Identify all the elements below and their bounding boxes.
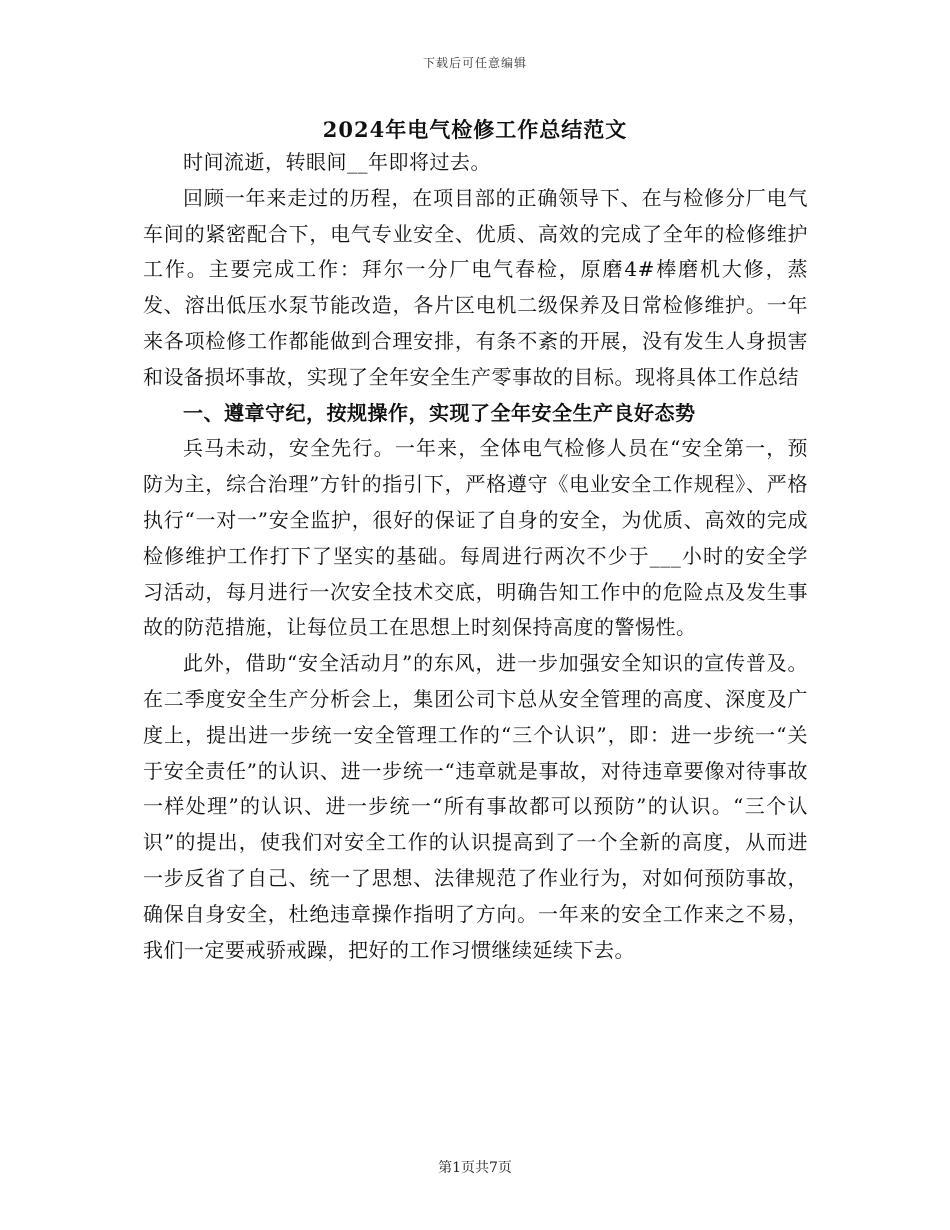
document-body — [143, 145, 808, 968]
header-note: 下载后可任意编辑 — [422, 56, 527, 70]
paragraph-safety-month: 此外，借助“安全活动月”的东风，进一步加强安全知识的宣传普及。在二季度安全生产分析会上，集团公司卞总从安全管理的高度、深度及广度上，提出进一步统一安全管理工作的“三个认识”，即：进一步统一“关于安全责任”的认识、进一步统一“违章就是事故，对待违章要像对待事故一样处理”的认识、进一步统一“所有事故都可以预防”的认识。“三个认识”的提出，使我们对安全工作的认识提高到了一个全新的高度，从而进一步反省了自己、统一了思想、法律规范了作业行为，对如何预防事故，确保自身安全，杜绝违章操作指明了方向。一年来的安全工作来之不易，我们一定要戒骄戒躁，把好的工作习惯继续延续下去。 — [143, 651, 808, 962]
paragraph-safety: 兵马未动，安全先行。一年来，全体电气检修人员在“安全第一，预防为主，综合治理”方针的指引下，严格遵守《电业安全工作规程》、严格执行“一对一”安全监护，很好的保证了自身的安全，为优质、高效的完成检修维护工作打下了坚实的基础。每周进行两次不少于___小时的安全学习活动，每月进行一次安全技术交底，明确告知工作中的危险点及发生事故的防范措施，让每位员工在思想上时刻保持高度的警惕性。 — [143, 436, 808, 640]
paragraph-intro: 时间流逝，转眼间__年即将过去。 — [183, 150, 491, 174]
document-title: 2024年电气检修工作总结范文 — [322, 117, 628, 142]
page-number: 第1页共7页 — [438, 1160, 512, 1176]
paragraph-review: 回顾一年来走过的历程，在项目部的正确领导下、在与检修分厂电气车间的紧密配合下，电气专业安全、优质、高效的完成了全年的检修维护工作。主要完成工作：拜尔一分厂电气春检，原磨4#棒磨机大修，蒸发、溶出低压水泵节能改造，各片区电机二级保养及日常检修维护。一年来各项检修工作都能做到合理安排，有条不紊的开展，没有发生人身损害和设备损坏事故，实现了全年安全生产零事故的目标。现将具体工作总结 — [143, 185, 808, 389]
section-heading-1: 一、遵章守纪，按规操作，实现了全年安全生产良好态势 — [183, 400, 696, 425]
